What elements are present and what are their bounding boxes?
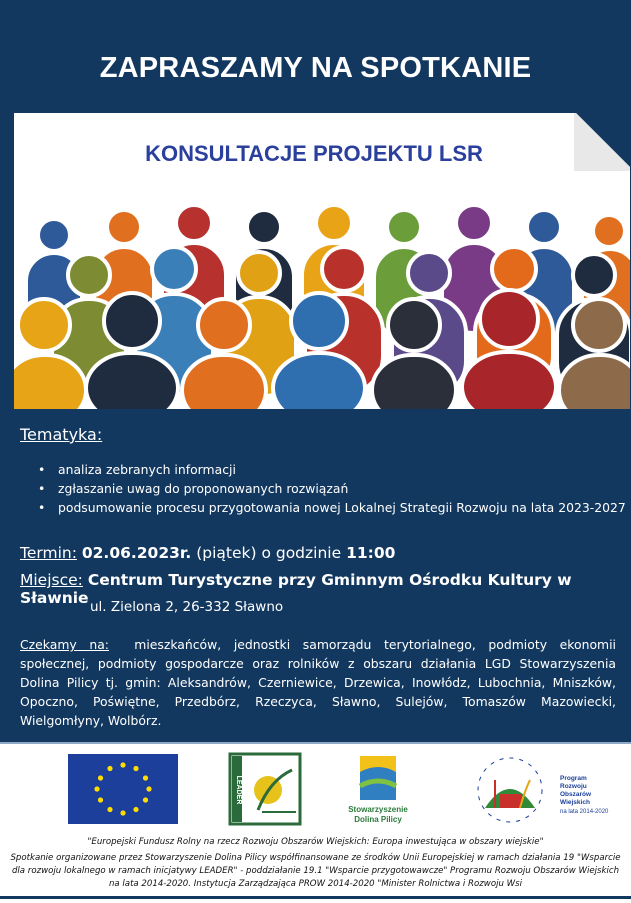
termin-line: [20, 544, 395, 562]
eu-flag-icon: [68, 754, 178, 824]
czekamy-label: Czekamy na:: [20, 637, 109, 652]
dolina-line2: Dolina Pilicy: [354, 815, 402, 824]
termin-label: Termin:: [20, 544, 77, 562]
prow-line2: Rozwoju: [560, 783, 587, 790]
footer-line-2: Spotkanie organizowane przez Stowarzyszenie Dolina Pilicy współfinansowane ze środków Unii Europejskiej w ramach działania 19 "Wsparcie dla rozwoju lokalnego w ramach inicjatywy LEADER" - poddziałanie 19.1 "Wsparcie przygotowawcze" Programu Rozwoju Obszarów Wiejskich na lata 2014-2020. Instytucja Zarządzająca PROW 2014-2020 "Minister Rolnictwa i Rozwoju Wsi: [10, 853, 621, 889]
footer-line-1: "Europejski Fundusz Rolny na rzecz Rozwoju Obszarów Wiejskich: Europa inwestująca w obszary wiejskie": [87, 837, 544, 847]
leader-text: LEADER: [235, 775, 242, 805]
termin-date: 02.06.2023r.: [81, 544, 192, 562]
prow-line5: na lata 2014-2020: [560, 809, 609, 815]
miejsce-venue: Centrum Turystyczne przy Gminnym Ośrodku Kultury w Sławnie: [20, 571, 572, 607]
logos-row: [0, 750, 631, 830]
termin-time: 11:00: [346, 544, 396, 562]
page-title: ZAPRASZAMY NA SPOTKANIE: [99, 52, 532, 84]
prow-line1: Program: [560, 775, 587, 782]
termin-day: (piątek) o godzinie: [196, 544, 342, 562]
miejsce-address: ul. Zielona 2, 26-332 Sławno: [90, 599, 284, 615]
prow-line3: Obszarów: [560, 791, 592, 798]
people-crowd-illustration: [14, 197, 630, 409]
banner-title: KONSULTACJE PROJEKTU LSR: [145, 141, 483, 166]
footer-divider: [0, 742, 631, 744]
bottom-bar: [0, 896, 631, 899]
prow-line4: Wiejskich: [560, 799, 590, 806]
miejsce-label: Miejsce:: [20, 571, 83, 589]
czekamy-text: mieszkańców, jednostki samorządu terytorialnego, podmioty ekonomii społecznej, podmioty gospodarcze oraz rolników z obszaru działania LGD Stowarzyszenia Dolina Pilicy tj. gmin: Aleksandrów, Czerniewice, Drzewica, Inowłódz, Lubochnia, Mniszków, Opoczno, Poświętne, Przedbórz, Rzeczyca, Sławno, Sulejów, Tomaszów Mazowiecki, Wielgomłyny, Wolbórz.: [20, 637, 616, 728]
banner-image: [14, 113, 630, 409]
list-item: • analiza zebranych informacji: [38, 460, 626, 479]
czekamy-paragraph: [20, 635, 616, 730]
tematyka-label: Tematyka:: [20, 425, 103, 444]
list-item: • podsumowanie procesu przygotowania nowej Lokalnej Strategii Rozwoju na lata 2023-2027: [38, 498, 626, 517]
dolina-line1: Stowarzyszenie: [348, 805, 408, 814]
tematyka-list: [38, 460, 626, 517]
prow-logo-icon: [478, 758, 542, 822]
dolina-pilicy-logo-icon: [360, 756, 396, 800]
list-item: • zgłaszanie uwag do proponowanych rozwiązań: [38, 479, 626, 498]
